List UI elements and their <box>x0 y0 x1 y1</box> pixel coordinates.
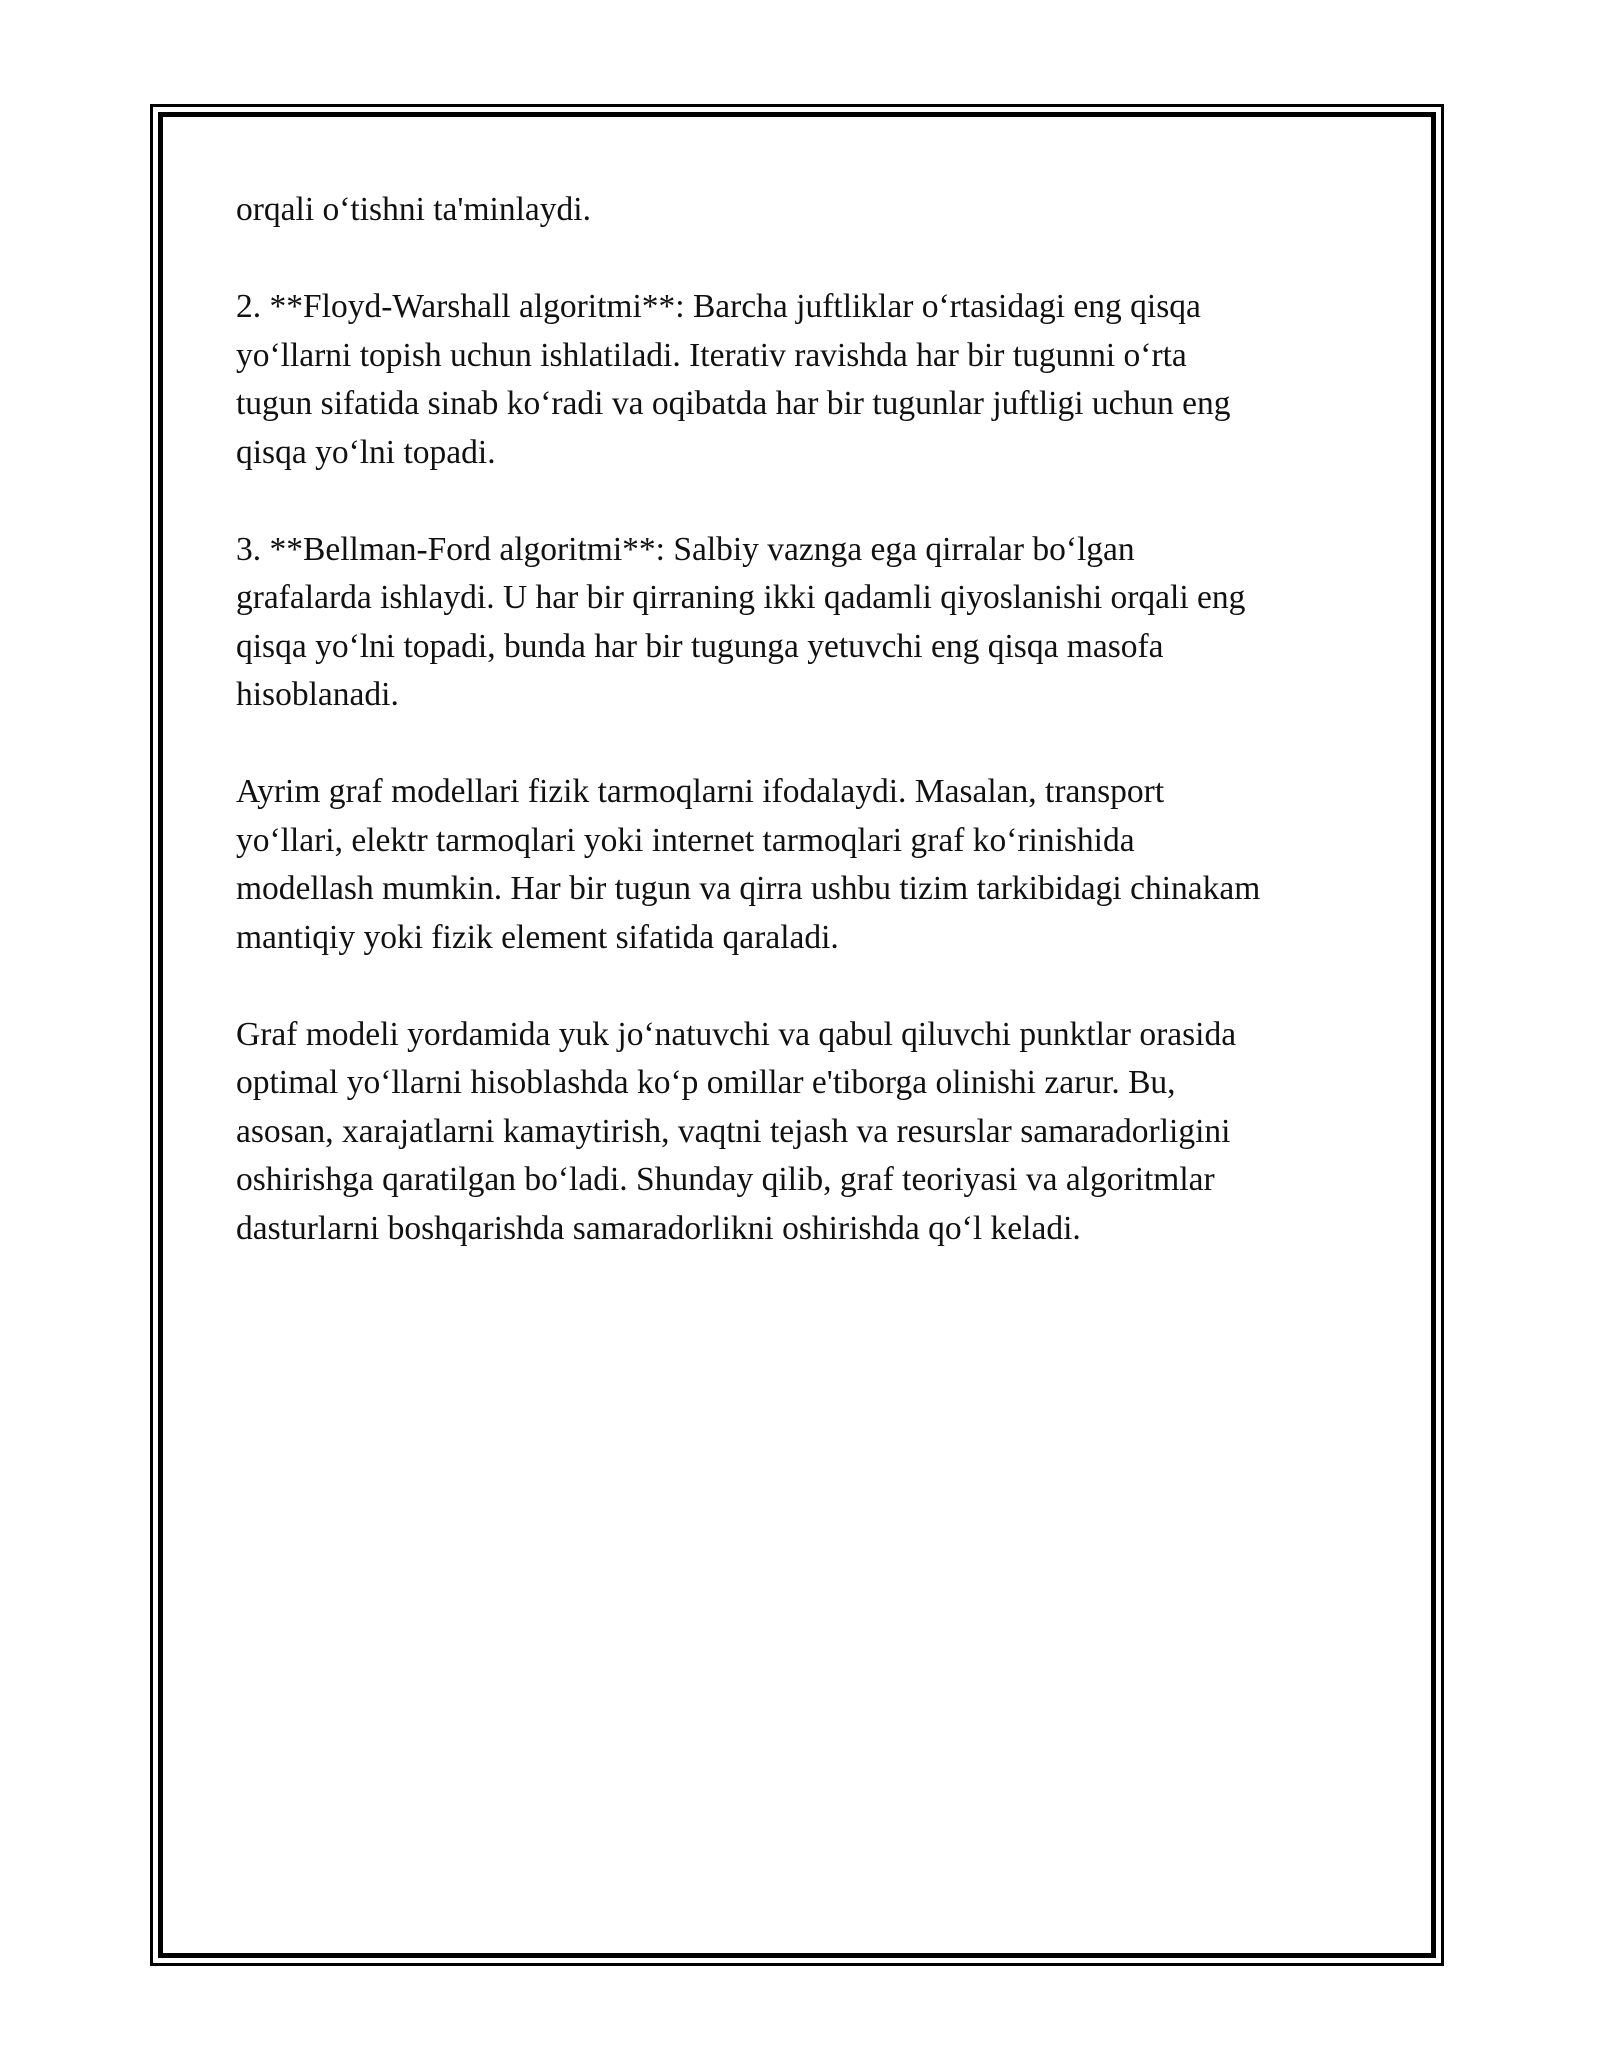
document-body <box>236 186 1366 1302</box>
paragraph-optimal-routes: Graf modeli yordamida yuk jo‘natuvchi va qabul qiluvchi punktlar orasida optimal yo‘llarni hisoblashda ko‘p omillar e'tiborga olinishi zarur. Bu, asosan, xarajatlarni kamaytirish, vaqtni tejash va resurslar samaradorligini oshirishga qaratilgan bo‘ladi. Shunday qilib, graf teoriyasi va algoritmlar dasturlarni boshqarishda samaradorlikni oshirishda qo‘l keladi. <box>236 1015 1237 1247</box>
paragraph-continuation: orqali o‘tishni ta'minlaydi. <box>236 191 591 228</box>
paragraph-bellman-ford: 3. **Bellman-Ford algoritmi**: Salbiy vaznga ega qirralar bo‘lgan grafalarda ishlaydi. U har bir qirraning ikki qadamli qiyoslanishi orqali eng qisqa yo‘lni topadi, bunda har bir tugunga yetuvchi eng qisqa masofa hisoblanadi. <box>236 530 1246 713</box>
paragraph-floyd-warshall: 2. **Floyd-Warshall algoritmi**: Barcha juftliklar o‘rtasidagi eng qisqa yo‘llarni topish uchun ishlatiladi. Iterativ ravishda har bir tugunni o‘rta tugun sifatida sinab ko‘radi va oqibatda har bir tugunlar juftligi uchun eng qisqa yo‘lni topadi. <box>236 288 1231 471</box>
paragraph-physical-networks: Ayrim graf modellari fizik tarmoqlarni ifodalaydi. Masalan, transport yo‘llari, elektr tarmoqlari yoki internet tarmoqlari graf ko‘rinishida modellash mumkin. Har bir tugun va qirra ushbu tizim tarkibidagi chinakam mantiqiy yoki fizik element sifatida qaraladi. <box>236 773 1261 956</box>
